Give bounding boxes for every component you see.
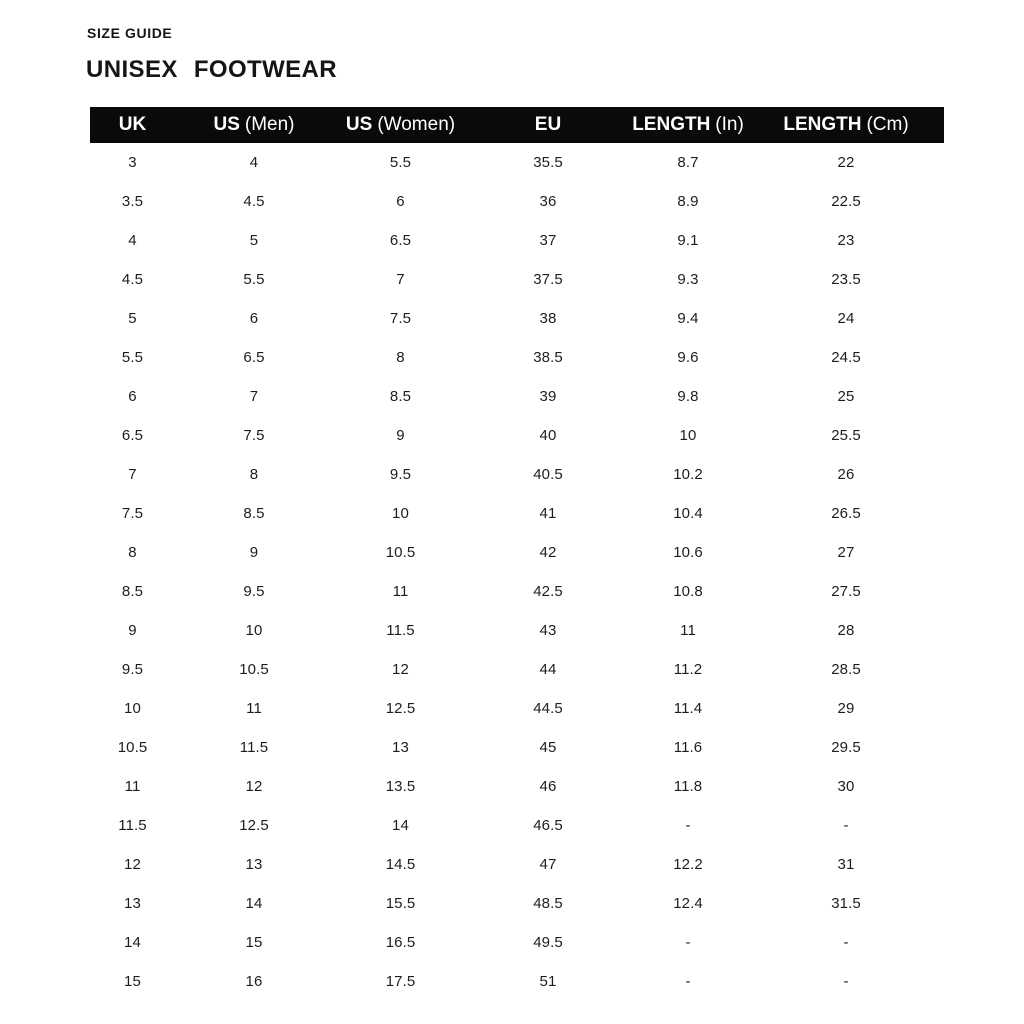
table-cell: 13 (245, 856, 263, 873)
table-row (90, 923, 944, 962)
table-cell: 9.8 (677, 388, 699, 405)
table-cell: 23 (837, 232, 855, 249)
table-cell: 10 (124, 700, 141, 717)
table-row (90, 494, 944, 533)
table-row (90, 884, 944, 923)
table-cell: 9 (128, 622, 137, 639)
table-cell: 6.5 (243, 349, 265, 366)
table-cell: 28 (837, 622, 855, 639)
table-cell: 9.4 (677, 310, 699, 327)
table-cell: 40.5 (533, 466, 563, 483)
table-cell: 14 (392, 817, 409, 834)
table-cell: - (843, 973, 849, 990)
table-cell: - (843, 934, 849, 951)
table-body (90, 143, 944, 1001)
table-cell: 27 (837, 544, 855, 561)
table-cell: 31 (837, 856, 855, 873)
table-cell: 4.5 (243, 193, 265, 210)
table-cell: 8 (396, 349, 405, 366)
table-cell: 8.7 (677, 154, 699, 171)
column-header-label: US (345, 114, 373, 135)
table-row (90, 767, 944, 806)
table-cell: 51 (539, 973, 557, 990)
table-cell: 37.5 (533, 271, 563, 288)
table-cell: 44.5 (533, 700, 563, 717)
table-cell: 9.5 (389, 466, 412, 483)
table-row (90, 377, 944, 416)
table-cell: 11.4 (673, 700, 703, 717)
table-cell: 9.6 (677, 349, 699, 366)
table-cell: 10.5 (239, 661, 269, 678)
column-header-unit: (Women) (377, 114, 456, 135)
column-header (90, 107, 175, 143)
table-row (90, 611, 944, 650)
table-cell: 5.5 (389, 154, 412, 171)
column-header (748, 107, 944, 143)
table-cell: 10.6 (673, 544, 703, 561)
table-cell: 9 (396, 427, 405, 444)
table-cell: 47 (539, 856, 557, 873)
table-cell: 12 (392, 661, 409, 678)
table-cell: 46.5 (533, 817, 563, 834)
table-cell: 7.5 (121, 505, 144, 522)
column-header (175, 107, 333, 143)
table-cell: 9.5 (243, 583, 265, 600)
table-cell: 11.8 (673, 778, 703, 795)
table-cell: 42 (539, 544, 557, 561)
table-cell: 26.5 (831, 505, 861, 522)
table-cell: 49.5 (533, 934, 563, 951)
table-cell: 16.5 (385, 934, 416, 951)
column-header (333, 107, 468, 143)
table-row (90, 143, 944, 182)
table-cell: 12.2 (673, 856, 703, 873)
table-cell: - (685, 817, 691, 834)
table-cell: 23.5 (831, 271, 861, 288)
table-cell: 24.5 (831, 349, 861, 366)
column-header-label: UK (118, 114, 147, 135)
table-cell: 11.5 (386, 622, 415, 639)
column-header-label: LENGTH (632, 114, 711, 135)
table-cell: 3.5 (121, 193, 144, 210)
table-cell: 30 (837, 778, 855, 795)
table-cell: 10 (245, 622, 263, 639)
table-cell: 31.5 (831, 895, 861, 912)
table-row (90, 962, 944, 1001)
table-cell: 17.5 (385, 973, 416, 990)
table-cell: 7 (128, 466, 137, 483)
table-cell: 7.5 (243, 427, 265, 444)
table-cell: 16 (245, 973, 263, 990)
table-cell: 12 (124, 856, 141, 873)
table-cell: 24 (837, 310, 855, 327)
table-cell: 29 (837, 700, 855, 717)
table-cell: 22.5 (831, 193, 861, 210)
table-cell: 5 (128, 310, 137, 327)
table-cell: 38.5 (533, 349, 563, 366)
table-row (90, 260, 944, 299)
table-cell: 11 (246, 700, 262, 717)
table-row (90, 182, 944, 221)
table-cell: 6 (128, 388, 137, 405)
table-cell: 10 (679, 427, 697, 444)
table-cell: 25.5 (831, 427, 861, 444)
table-cell: 10.4 (673, 505, 703, 522)
table-cell: 43 (539, 622, 557, 639)
table-cell: 11 (680, 622, 696, 639)
table-cell: 9.5 (121, 661, 144, 678)
table-cell: 8 (128, 544, 137, 561)
table-cell: 13 (392, 739, 409, 756)
table-header (90, 107, 944, 143)
column-header-unit: (Men) (244, 114, 295, 135)
table-cell: 13 (124, 895, 141, 912)
table-cell: 15 (124, 973, 141, 990)
table-cell: 8 (249, 466, 259, 483)
table-cell: - (843, 817, 849, 834)
table-cell: 12.5 (239, 817, 269, 834)
size-guide-eyebrow: SIZE GUIDE (87, 25, 173, 41)
table-cell: 48.5 (533, 895, 563, 912)
table-cell: 27.5 (831, 583, 861, 600)
table-cell: 13.5 (385, 778, 416, 795)
table-cell: 39 (539, 388, 557, 405)
table-cell: 14 (124, 934, 141, 951)
table-cell: 12.5 (385, 700, 416, 717)
table-cell: 11.6 (673, 739, 703, 756)
table-cell: 6.5 (389, 232, 412, 249)
table-cell: 7 (249, 388, 259, 405)
table-cell: 11.5 (118, 817, 147, 834)
table-row (90, 689, 944, 728)
table-cell: 12.4 (673, 895, 703, 912)
table-cell: 5 (249, 232, 259, 249)
table-cell: 6 (249, 310, 259, 327)
header-row (90, 107, 944, 143)
table-cell: - (685, 973, 691, 990)
table-row (90, 299, 944, 338)
table-cell: 11.2 (673, 661, 703, 678)
table-cell: 5.5 (121, 349, 144, 366)
table-cell: 26 (837, 466, 855, 483)
table-cell: 37 (539, 232, 557, 249)
table-cell: 28.5 (831, 661, 861, 678)
table-cell: 22 (837, 154, 855, 171)
table-cell: 4.5 (121, 271, 144, 288)
column-header-unit: (Cm) (866, 114, 909, 135)
table-row (90, 416, 944, 455)
table-cell: 10.2 (673, 466, 703, 483)
table-row (90, 806, 944, 845)
table-cell: 38 (539, 310, 557, 327)
column-header-label: LENGTH (783, 114, 862, 135)
table-row (90, 650, 944, 689)
column-header-unit: (In) (715, 114, 744, 135)
table-cell: - (685, 934, 691, 951)
table-cell: 15 (245, 934, 263, 951)
table-cell: 29.5 (831, 739, 861, 756)
column-header (628, 107, 748, 143)
table-cell: 5.5 (243, 271, 265, 288)
table-cell: 45 (539, 739, 557, 756)
table-cell: 11 (392, 583, 409, 600)
table-cell: 44 (539, 661, 557, 678)
column-header-label: US (213, 114, 240, 135)
table-cell: 6 (396, 193, 405, 210)
column-header-label: EU (534, 114, 562, 135)
table-cell: 7 (396, 271, 405, 288)
table-cell: 6.5 (121, 427, 144, 444)
table-row (90, 845, 944, 884)
table-cell: 9.3 (677, 271, 699, 288)
table-cell: 15.5 (385, 895, 416, 912)
table-row (90, 572, 944, 611)
table-cell: 36 (539, 193, 557, 210)
table-row (90, 338, 944, 377)
table-cell: 40 (539, 427, 557, 444)
table-cell: 7.5 (389, 310, 412, 327)
table-cell: 46 (539, 778, 557, 795)
column-header (468, 107, 628, 143)
table-cell: 25 (837, 388, 855, 405)
table-cell: 4 (249, 154, 259, 171)
table-cell: 11.5 (239, 739, 269, 756)
table-cell: 12 (245, 778, 263, 795)
table-cell: 35.5 (533, 154, 563, 171)
table-cell: 14 (245, 895, 263, 912)
table-cell: 8.5 (243, 505, 265, 522)
table-cell: 8.5 (121, 583, 144, 600)
table-cell: 41 (539, 505, 557, 522)
table-cell: 8.5 (389, 388, 412, 405)
table-row (90, 221, 944, 260)
table-row (90, 455, 944, 494)
page-title: UNISEX FOOTWEAR (86, 56, 338, 83)
table-cell: 42.5 (533, 583, 563, 600)
size-conversion-table (90, 107, 944, 1001)
table-cell: 3 (128, 154, 137, 171)
table-cell: 4 (128, 232, 137, 249)
table-cell: 10.5 (385, 544, 416, 561)
table-cell: 14.5 (385, 856, 416, 873)
table-cell: 10 (392, 505, 409, 522)
table-row (90, 728, 944, 767)
table-cell: 8.9 (677, 193, 699, 210)
table-cell: 9 (249, 544, 259, 561)
table-row (90, 533, 944, 572)
table-cell: 11 (124, 778, 141, 795)
table-cell: 9.1 (677, 232, 699, 249)
table-cell: 10.8 (673, 583, 703, 600)
table-cell: 10.5 (117, 739, 148, 756)
